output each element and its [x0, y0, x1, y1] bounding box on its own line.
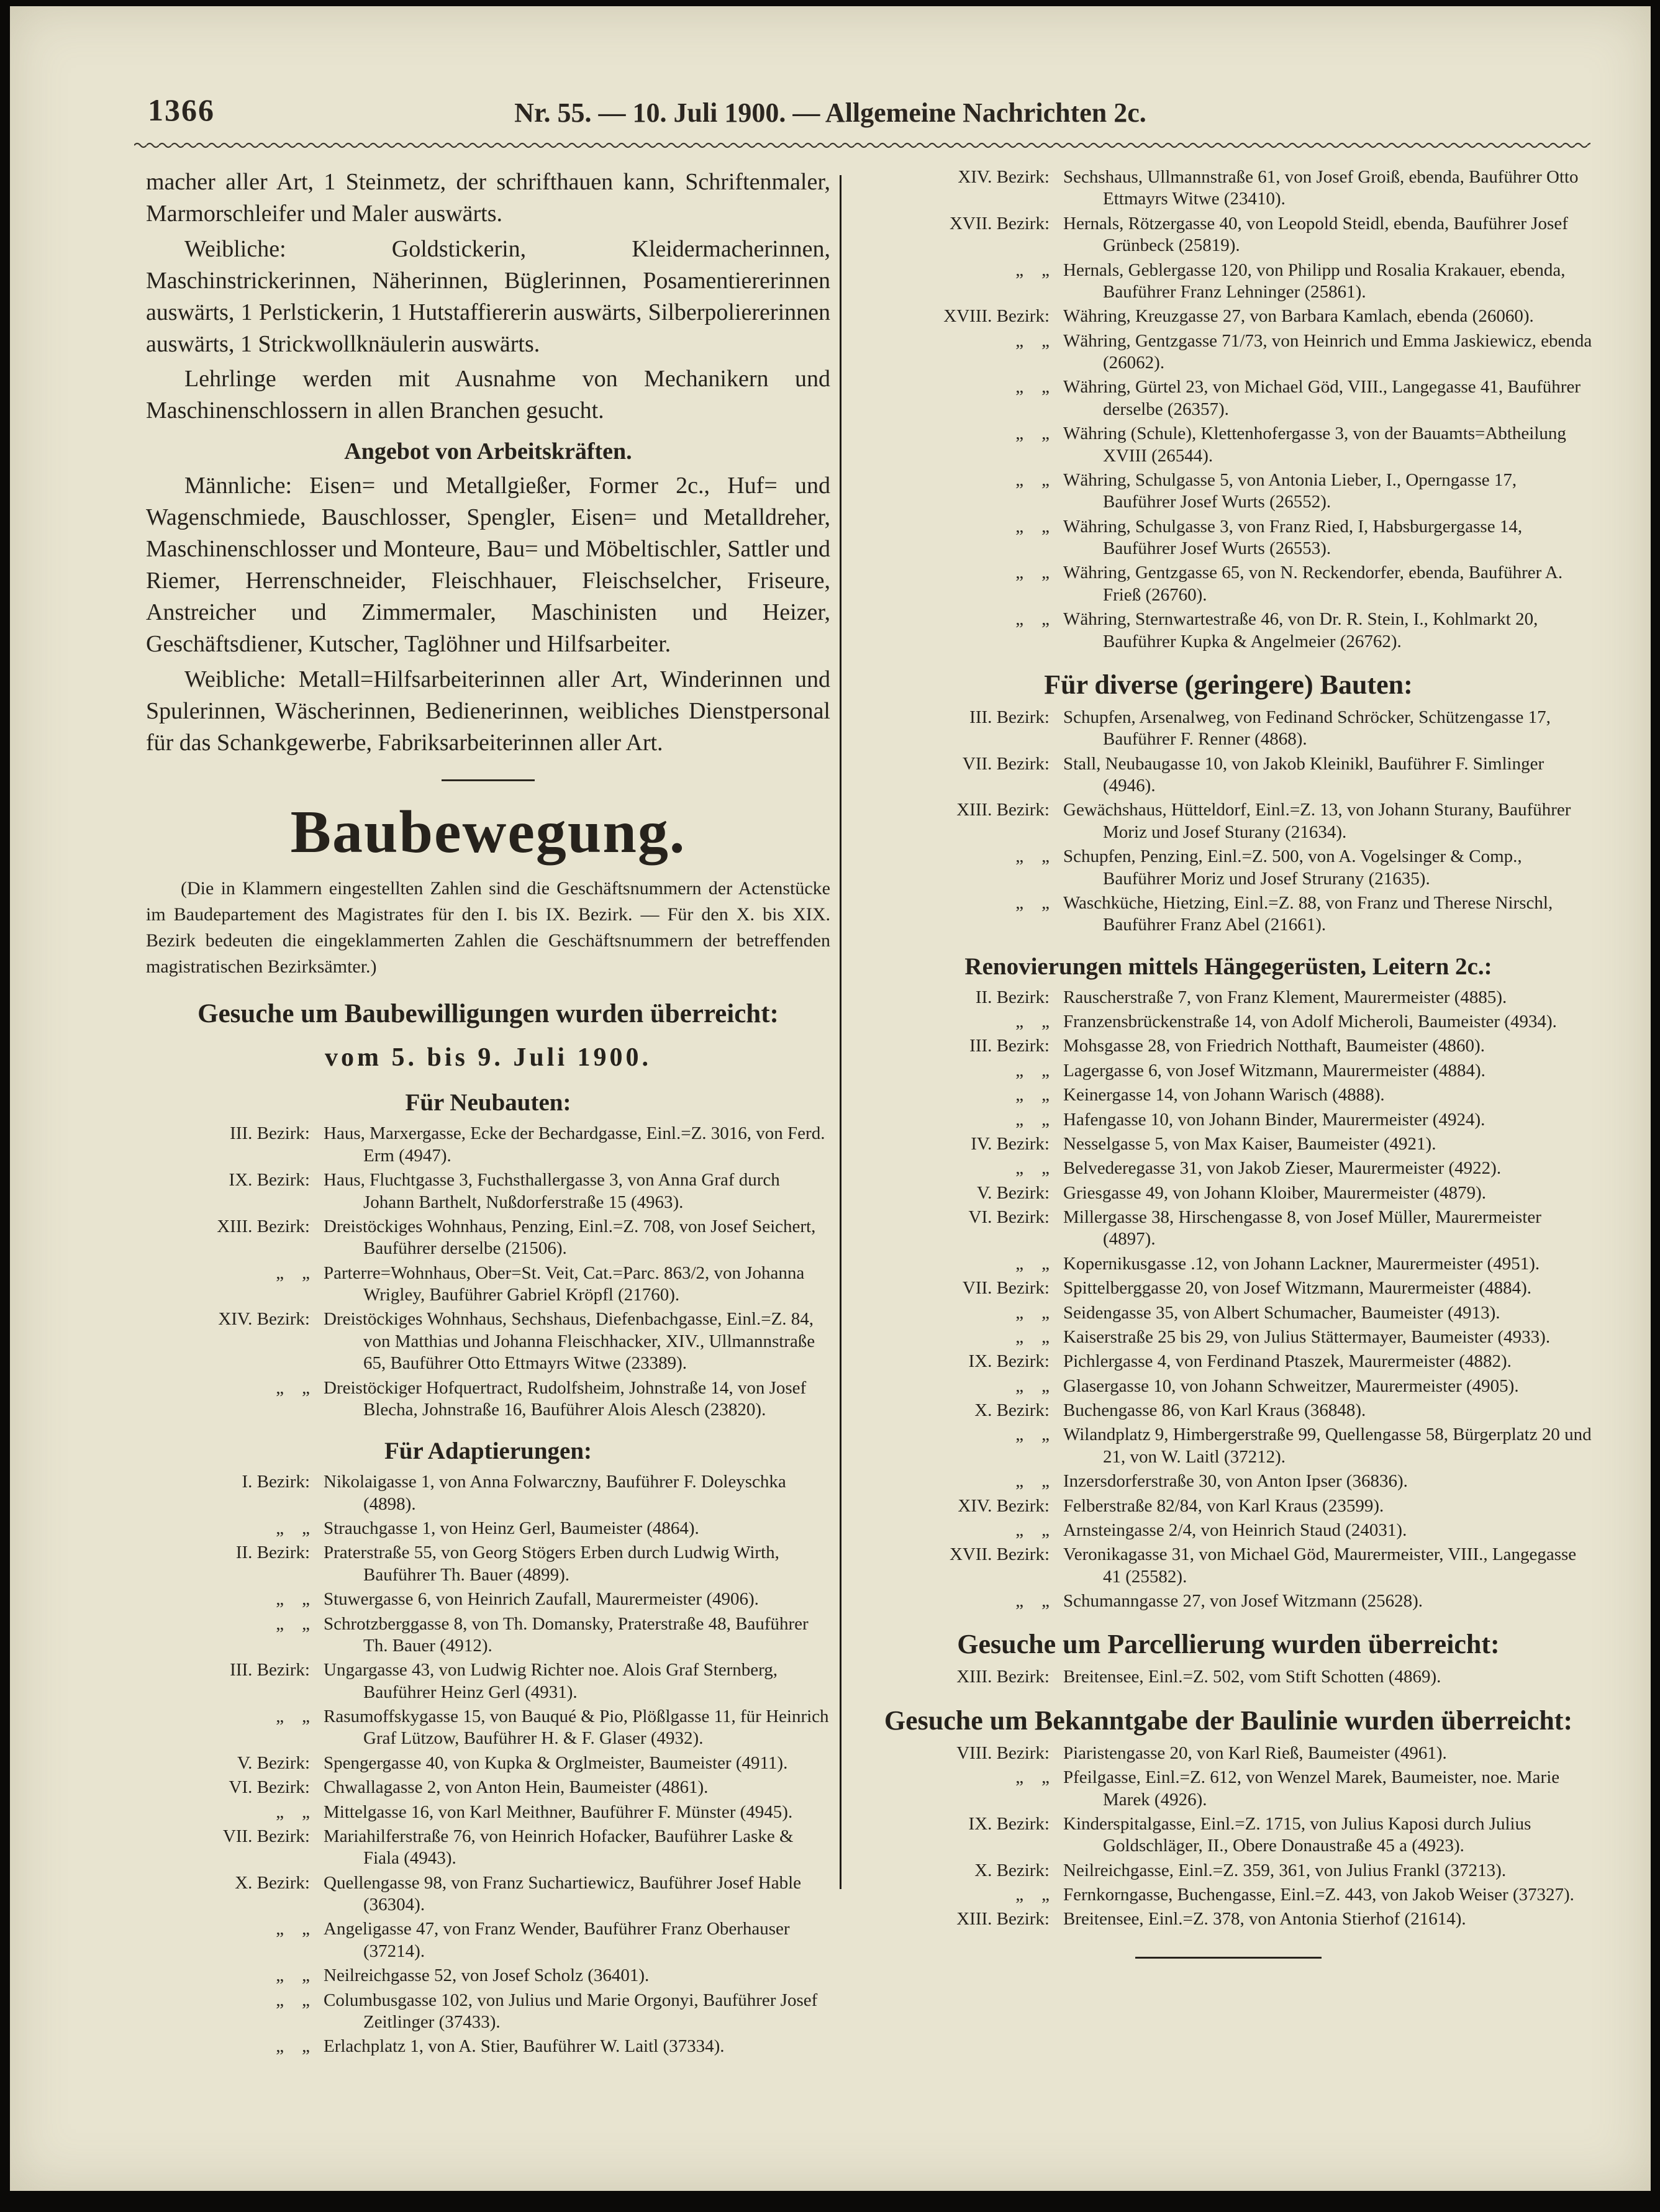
district-label: „ „	[276, 1802, 310, 1822]
entry-text: Mohsgasse 28, von Friedrich Notthaft, Baumeister (4860).	[1063, 1036, 1485, 1056]
entry-text: Kaiserstraße 25 bis 29, von Julius Stättermayer, Baumeister (4933).	[1063, 1326, 1551, 1347]
entry-row	[146, 1613, 830, 1657]
paragraph: Lehrlinge werden mit Ausnahme von Mechanikern und Maschinenschlossern in allen Branchen gesucht.	[146, 366, 830, 424]
entry-row	[863, 1767, 1594, 1811]
district-label: VIII. Bezirk:	[956, 1743, 1050, 1763]
district-label: „ „	[276, 1518, 310, 1539]
entry-row	[863, 1326, 1594, 1348]
section-heading-diverse-bauten: Für diverse (geringere) Bauten:	[1044, 669, 1413, 700]
entry-row	[146, 1777, 830, 1798]
entry-text: Inzersdorferstraße 30, von Anton Ipser (36836).	[1063, 1471, 1408, 1492]
entry-text: Wilandplatz 9, Himbergerstraße 99, Quellengasse 58, Bürgerplatz 20 und 21, von W. Laitl (37212).	[1063, 1425, 1592, 1467]
entry-text: Nesselgasse 5, von Max Kaiser, Baumeister (4921).	[1063, 1133, 1436, 1154]
entry-text: Griesgasse 49, von Johann Kloiber, Maurermeister (4879).	[1063, 1182, 1486, 1203]
section-heading-angebot: Angebot von Arbeitskräften.	[344, 438, 632, 465]
district-label: „ „	[276, 1919, 310, 1939]
entry-text: Dreistöckiges Wohnhaus, Penzing, Einl.=Z. 708, von Josef Seichert, Bauführer derselbe (21506).	[324, 1216, 816, 1259]
entry-text: Schupfen, Arsenalweg, von Fedinand Schröcker, Schützengasse 17, Bauführer F. Renner (4868).	[1063, 707, 1551, 750]
end-rule	[1135, 1957, 1322, 1959]
district-label: III. Bezirk:	[230, 1123, 310, 1144]
entry-row	[863, 306, 1594, 327]
entry-text: Spengergasse 40, von Kupka & Orglmeister, Baumeister (4911).	[324, 1752, 788, 1773]
entry-row	[863, 1860, 1594, 1882]
entry-text: Kopernikusgasse .12, von Johann Lackner, Maurermeister (4951).	[1063, 1253, 1540, 1274]
entry-list-adaptierungen	[146, 1471, 830, 2057]
district-label: VII. Bezirk:	[962, 753, 1050, 774]
district-label: IX. Bezirk:	[229, 1170, 310, 1190]
entry-text: Breitensee, Einl.=Z. 502, vom Stift Schotten (4869).	[1063, 1667, 1441, 1687]
entry-text: Hafengasse 10, von Johann Binder, Maurermeister (4924).	[1063, 1109, 1485, 1130]
entry-text: Hernals, Geblergasse 120, von Philipp und Rosalia Krakauer, ebenda, Bauführer Franz Lehninger (25861).	[1063, 260, 1566, 302]
district-label: „ „	[1015, 1085, 1050, 1105]
entry-text: Stuwergasse 6, von Heinrich Zaufall, Maurermeister (4906).	[324, 1589, 759, 1610]
page	[10, 6, 1651, 2191]
entry-text: Währing, Gürtel 23, von Michael Göd, VIII., Langegasse 41, Bauführer derselbe (26357).	[1063, 377, 1581, 419]
explanatory-note: (Die in Klammern eingestellten Zahlen sind die Geschäftsnummern der Actenstücke im Baudepartement des Magistrates für den I. bis IX. Bezirk. — Für den X. bis XIX. Bezirk bedeuten die eingeklammerten Zahlen die Geschäftsnummern der betreffenden magistratischen Bezirksämter.)	[146, 878, 830, 977]
page-number: 1366	[148, 93, 215, 127]
section-heading-baulinie: Gesuche um Bekanntgabe der Baulinie wurden überreicht:	[884, 1705, 1573, 1736]
entry-row	[146, 2036, 830, 2057]
district-label: XIV. Bezirk:	[958, 167, 1050, 187]
entry-row	[863, 260, 1594, 304]
district-label: III. Bezirk:	[969, 1036, 1050, 1056]
entry-row	[146, 1918, 830, 1962]
district-label: „ „	[1015, 1520, 1050, 1540]
entry-row	[146, 1308, 830, 1374]
entry-row	[863, 562, 1594, 606]
entry-text: Strauchgasse 1, von Heinz Gerl, Baumeister (4864).	[324, 1518, 699, 1539]
entry-text: Währing, Schulgasse 3, von Franz Ried, I, Habsburgergasse 14, Bauführer Josef Wurts (26553).	[1063, 516, 1523, 558]
district-label: VI. Bezirk:	[229, 1777, 310, 1798]
entry-row	[863, 469, 1594, 514]
district-label: XIV. Bezirk:	[958, 1495, 1050, 1516]
district-label: XIII. Bezirk:	[217, 1216, 310, 1236]
district-label: „ „	[1015, 260, 1050, 280]
entry-row	[146, 1471, 830, 1515]
paragraph: macher aller Art, 1 Steinmetz, der schrifthauen kann, Schriftenmaler, Marmorschleifer und Maler auswärts.	[146, 169, 830, 227]
entry-row	[146, 1752, 830, 1774]
district-label: „ „	[1015, 1425, 1050, 1445]
entry-text: Schumanngasse 27, von Josef Witzmann (25628).	[1063, 1591, 1423, 1611]
district-label: „ „	[276, 1990, 310, 2010]
entry-row	[863, 1908, 1594, 1930]
district-label: „ „	[1015, 1885, 1050, 1905]
entry-text: Arnsteingasse 2/4, von Heinrich Staud (24031).	[1063, 1520, 1407, 1540]
entry-row	[863, 1302, 1594, 1324]
entry-row	[863, 1471, 1594, 1492]
entry-list-parcellierung	[863, 1666, 1594, 1688]
entry-list-diverse-bauten	[863, 707, 1594, 936]
entry-text: Parterre=Wohnhaus, Ober=St. Veit, Cat.=Parc. 863/2, von Johanna Wrigley, Bauführer Gabriel Kröpfl (21760).	[324, 1262, 805, 1305]
district-label: „ „	[1015, 1471, 1050, 1492]
entry-row	[863, 1133, 1594, 1155]
district-label: XVII. Bezirk:	[949, 213, 1050, 233]
entry-text: Dreistöckiger Hofquertract, Rudolfsheim, Johnstraße 14, von Josef Blecha, Johnstraße 16, Bauführer Alois Alesch (23820).	[324, 1377, 807, 1420]
column-divider	[840, 175, 841, 1889]
entry-text: Sechshaus, Ullmannstraße 61, von Josef Groiß, ebenda, Bauführer Otto Ettmayrs Witwe (23410).	[1063, 167, 1579, 209]
district-label: IX. Bezirk:	[968, 1351, 1050, 1372]
district-label: „ „	[1015, 892, 1050, 913]
entry-text: Chwallagasse 2, von Anton Hein, Baumeister (4861).	[324, 1777, 709, 1798]
district-label: XIII. Bezirk:	[956, 1667, 1050, 1687]
district-label: V. Bezirk:	[976, 1182, 1050, 1203]
entry-row	[863, 799, 1594, 843]
district-label: „ „	[1015, 1060, 1050, 1081]
entry-row	[863, 1182, 1594, 1204]
entry-row	[863, 1207, 1594, 1251]
entry-text: Angeligasse 47, von Franz Wender, Bauführer Franz Oberhauser (37214).	[324, 1919, 790, 1961]
entry-text: Piaristengasse 20, von Karl Rieß, Baumeister (4961).	[1063, 1743, 1447, 1763]
entry-text: Währing, Kreuzgasse 27, von Barbara Kamlach, ebenda (26060).	[1063, 306, 1534, 327]
district-label: „ „	[1015, 609, 1050, 630]
entry-text: Seidengasse 35, von Albert Schumacher, Baumeister (4913).	[1063, 1302, 1500, 1323]
entry-row	[863, 330, 1594, 374]
entry-row	[863, 707, 1594, 751]
district-label: VII. Bezirk:	[962, 1278, 1050, 1299]
district-label: XIII. Bezirk:	[956, 800, 1050, 820]
entry-row	[146, 1518, 830, 1539]
entry-text: Spittelberggasse 20, von Josef Witzmann, Maurermeister (4884).	[1063, 1278, 1532, 1299]
baubewegung-title: Baubewegung.	[290, 799, 686, 866]
entry-text: Rasumoffskygasse 15, von Bauqué & Pio, Plößlgasse 11, für Heinrich Graf Lützow, Bauführer H. & F. Glaser (4932).	[324, 1707, 829, 1749]
district-label: X. Bezirk:	[974, 1400, 1050, 1420]
entry-text: Schupfen, Penzing, Einl.=Z. 500, von A. Vogelsinger & Comp., Bauführer Moriz und Josef Strurany (21635).	[1063, 846, 1522, 889]
entry-row	[863, 423, 1594, 467]
entry-row	[146, 1872, 830, 1916]
entry-row	[863, 1495, 1594, 1517]
entry-list-baulinie	[863, 1743, 1594, 1931]
right-column	[863, 166, 1594, 1959]
district-label: „ „	[1015, 469, 1050, 490]
district-label: VI. Bezirk:	[968, 1207, 1050, 1227]
entry-row	[146, 1659, 830, 1703]
entry-text: Mariahilferstraße 76, von Heinrich Hofacker, Bauführer Laske & Fiala (4943).	[324, 1826, 794, 1869]
district-label: „ „	[1015, 1253, 1050, 1274]
paragraph: Weibliche: Goldstickerin, Kleidermacherinnen, Maschinstrickerinnen, Näherinnen, Büglerinnen, Posamentiererinnen auswärts, 1 Perlstickerin, 1 Hutstaffiererin auswärts, Silberpoliererinnen auswärts, 1 Strickwollknäulerin auswärts.	[146, 235, 830, 357]
paragraph: Männliche: Eisen= und Metallgießer, Former 2c., Huf= und Wagenschmiede, Bauschlosser, Spengler, Eisen= und Metalldreher, Maschinenschlosser und Monteure, Bau= und Möbeltischler, Sattler und Riemer, Herrenschneider, Fleischhauer, Fleischselcher, Friseure, Anstreicher und Zimmermaler, Maschinisten und Heizer, Geschäftsdiener, Kutscher, Taglöhner und Hilfsarbeiter.	[146, 473, 830, 657]
entry-row	[863, 1520, 1594, 1541]
entry-text: Keinergasse 14, von Johann Warisch (4888).	[1063, 1085, 1385, 1105]
entry-text: Buchengasse 86, von Karl Kraus (36848).	[1063, 1400, 1366, 1420]
entry-text: Felberstraße 82/84, von Karl Kraus (23599).	[1063, 1495, 1384, 1516]
district-label: „ „	[1015, 424, 1050, 444]
district-label: „ „	[1015, 846, 1050, 867]
district-label: „ „	[1015, 516, 1050, 537]
entry-text: Lagergasse 6, von Josef Witzmann, Maurermeister (4884).	[1063, 1060, 1485, 1081]
entry-text: Waschküche, Hietzing, Einl.=Z. 88, von Franz und Therese Nirschl, Bauführer Franz Abel (21661).	[1063, 892, 1553, 935]
entry-list-neubauten	[146, 1123, 830, 1421]
entry-text: Stall, Neubaugasse 10, von Jakob Kleinikl, Bauführer F. Simlinger (4946).	[1063, 753, 1544, 796]
subheading-baubewilligungen: Gesuche um Baubewilligungen wurden überreicht:	[197, 999, 779, 1029]
district-label: „ „	[1015, 1591, 1050, 1611]
district-label: „ „	[276, 1613, 310, 1634]
district-label: II. Bezirk:	[235, 1543, 310, 1563]
entry-text: Breitensee, Einl.=Z. 378, von Antonia Stierhof (21614).	[1063, 1909, 1466, 1929]
entry-text: Nikolaigasse 1, von Anna Folwarczny, Bauführer F. Doleyschka (4898).	[324, 1472, 786, 1514]
entry-row	[863, 1253, 1594, 1275]
entry-row	[863, 1424, 1594, 1468]
district-label: „ „	[1015, 1012, 1050, 1031]
district-label: „ „	[276, 2036, 310, 2057]
district-label: „ „	[1015, 1109, 1050, 1130]
entry-text: Millergasse 38, Hirschengasse 8, von Josef Müller, Maurermeister (4897).	[1063, 1207, 1541, 1249]
entry-row	[146, 1802, 830, 1823]
entry-row	[863, 1035, 1594, 1057]
district-label: „ „	[1015, 563, 1050, 583]
entry-text: Kinderspitalgasse, Einl.=Z. 1715, von Julius Kaposi durch Julius Goldschläger, II., Obere Donaustraße 45 a (4923).	[1063, 1813, 1531, 1856]
district-label: X. Bezirk:	[235, 1872, 310, 1893]
district-label: „ „	[276, 1589, 310, 1610]
entry-text: Währing, Gentzgasse 65, von N. Reckendorfer, ebenda, Bauführer A. Frieß (26760).	[1063, 563, 1563, 605]
district-label: „ „	[1015, 330, 1050, 351]
entry-row	[146, 1990, 830, 2034]
section-heading-renovierungen: Renovierungen mittels Hängegerüsten, Leitern 2c.:	[964, 953, 1492, 980]
entry-row	[863, 1011, 1594, 1033]
entry-row	[863, 1590, 1594, 1612]
district-label: XVII. Bezirk:	[949, 1544, 1050, 1565]
district-label: IV. Bezirk:	[971, 1133, 1050, 1154]
entry-text: Hernals, Rötzergasse 40, von Leopold Steidl, ebenda, Bauführer Josef Grünbeck (25819).	[1063, 213, 1568, 256]
entry-text: Franzensbrückenstraße 14, von Adolf Micheroli, Baumeister (4934).	[1063, 1012, 1557, 1031]
district-label: III. Bezirk:	[969, 707, 1050, 727]
entry-row	[863, 1277, 1594, 1299]
district-label: X. Bezirk:	[974, 1860, 1050, 1880]
section-heading-adaptierungen: Für Adaptierungen:	[384, 1438, 592, 1465]
entry-row	[863, 166, 1594, 211]
entry-row	[863, 1743, 1594, 1764]
entry-text: Ungargasse 43, von Ludwig Richter noe. Alois Graf Sternberg, Bauführer Heinz Gerl (4931).	[324, 1660, 778, 1702]
entry-text: Columbusgasse 102, von Julius und Marie Orgonyi, Bauführer Josef Zeitlinger (37433).	[324, 1990, 818, 2032]
district-label: II. Bezirk:	[975, 987, 1050, 1007]
entry-row	[863, 987, 1594, 1009]
entry-list-renovierungen	[863, 987, 1594, 1613]
entry-row	[863, 1084, 1594, 1106]
entry-row	[863, 1400, 1594, 1421]
entry-text: Neilreichgasse, Einl.=Z. 359, 361, von Julius Frankl (37213).	[1063, 1860, 1507, 1880]
entry-row	[146, 1826, 830, 1870]
entry-row	[863, 1666, 1594, 1688]
entry-row	[863, 516, 1594, 560]
district-label: XIII. Bezirk:	[956, 1909, 1050, 1929]
entry-row	[863, 1544, 1594, 1588]
entry-row	[146, 1216, 830, 1260]
entry-text: Dreistöckiges Wohnhaus, Sechshaus, Diefenbachgasse, Einl.=Z. 84, von Matthias und Johanna Fleischhacker, XIV., Ullmannstraße 65, Bauführer Otto Ettmayrs Witwe (23389).	[324, 1309, 815, 1374]
entry-text: Erlachplatz 1, von A. Stier, Bauführer W. Laitl (37334).	[324, 2036, 725, 2057]
district-label: V. Bezirk:	[237, 1752, 310, 1773]
date-line: vom 5. bis 9. Juli 1900.	[324, 1043, 652, 1072]
entry-text: Pfeilgasse, Einl.=Z. 612, von Wenzel Marek, Baumeister, noe. Marie Marek (4926).	[1063, 1767, 1560, 1810]
entry-text: Gewächshaus, Hütteldorf, Einl.=Z. 13, von Johann Sturany, Bauführer Moriz und Josef Sturany (21634).	[1063, 800, 1571, 842]
district-label: „ „	[1015, 1302, 1050, 1323]
entry-row	[146, 1377, 830, 1421]
entry-row	[146, 1589, 830, 1610]
district-label: „ „	[276, 1965, 310, 1986]
left-column	[146, 166, 830, 2060]
entry-row	[146, 1169, 830, 1213]
entry-text: Währing, Gentzgasse 71/73, von Heinrich und Emma Jaskiewicz, ebenda (26062).	[1063, 330, 1592, 373]
entry-text: Quellengasse 98, von Franz Suchartiewicz, Bauführer Josef Hable (36304).	[324, 1872, 802, 1915]
entry-text: Rauscherstraße 7, von Franz Klement, Maurermeister (4885).	[1063, 987, 1507, 1007]
entry-row	[863, 1351, 1594, 1372]
entry-text: Schrotzberggasse 8, von Th. Domansky, Praterstraße 48, Bauführer Th. Bauer (4912).	[324, 1613, 809, 1656]
entry-row	[863, 1884, 1594, 1906]
entry-text: Glasergasse 10, von Johann Schweitzer, Maurermeister (4905).	[1063, 1376, 1519, 1396]
entry-row	[146, 1123, 830, 1167]
entry-row	[146, 1262, 830, 1307]
entry-text: Mittelgasse 16, von Karl Meithner, Bauführer F. Münster (4945).	[324, 1802, 793, 1822]
paragraph: Weibliche: Metall=Hilfsarbeiterinnen aller Art, Winderinnen und Spulerinnen, Wäscherinnen, Bedienerinnen, weibliches Dienstpersonal für das Schankgewerbe, Fabriksarbeiterinnen aller Art.	[146, 666, 830, 756]
district-label: I. Bezirk:	[242, 1472, 310, 1492]
entry-row	[146, 1706, 830, 1750]
entry-list-baubewilligungen-continued	[863, 166, 1594, 653]
entry-row	[863, 376, 1594, 420]
entry-row	[863, 1109, 1594, 1131]
district-label: „ „	[276, 1262, 310, 1283]
district-label: „ „	[1015, 1376, 1050, 1396]
entry-row	[863, 892, 1594, 936]
wavy-rule	[134, 139, 1590, 149]
entry-text: Neilreichgasse 52, von Josef Scholz (36401).	[324, 1965, 650, 1986]
entry-text: Währing, Sternwartestraße 46, von Dr. R. Stein, I., Kohlmarkt 20, Bauführer Kupka & Angelmeier (26762).	[1063, 609, 1538, 651]
entry-text: Haus, Fluchtgasse 3, Fuchsthallergasse 3, von Anna Graf durch Johann Barthelt, Nußdorferstraße 15 (4963).	[324, 1170, 780, 1212]
section-end-rule	[442, 779, 535, 781]
entry-row	[146, 1542, 830, 1586]
entry-row	[863, 846, 1594, 890]
entry-text: Praterstraße 55, von Georg Stögers Erben durch Ludwig Wirth, Bauführer Th. Bauer (4899).	[324, 1543, 779, 1585]
entry-row	[863, 609, 1594, 653]
district-label: „ „	[1015, 1326, 1050, 1347]
page-title: Nr. 55. — 10. Juli 1900. — Allgemeine Nachrichten 2c.	[514, 97, 1146, 128]
entry-text: Währing, Schulgasse 5, von Antonia Lieber, I., Operngasse 17, Bauführer Josef Wurts (26552).	[1063, 469, 1517, 512]
district-label: „ „	[1015, 1767, 1050, 1788]
district-label: „ „	[1015, 377, 1050, 397]
district-label: XIV. Bezirk:	[218, 1309, 310, 1330]
entry-row	[863, 1376, 1594, 1397]
entry-text: Fernkorngasse, Buchengasse, Einl.=Z. 443, von Jakob Weiser (37327).	[1063, 1885, 1574, 1905]
entry-row	[146, 1965, 830, 1987]
entry-row	[863, 1813, 1594, 1857]
district-label: „ „	[1015, 1158, 1050, 1179]
entry-row	[863, 1158, 1594, 1179]
district-label: VII. Bezirk:	[222, 1826, 310, 1846]
entry-row	[863, 1060, 1594, 1082]
district-label: IX. Bezirk:	[968, 1813, 1050, 1834]
district-label: „ „	[276, 1377, 310, 1398]
entry-text: Pichlergasse 4, von Ferdinand Ptaszek, Maurermeister (4882).	[1063, 1351, 1512, 1372]
section-heading-neubauten: Für Neubauten:	[405, 1089, 571, 1117]
entry-text: Haus, Marxergasse, Ecke der Bechardgasse, Einl.=Z. 3016, von Ferd. Erm (4947).	[324, 1123, 825, 1166]
district-label: III. Bezirk:	[230, 1660, 310, 1680]
section-heading-parcellierung: Gesuche um Parcellierung wurden überreicht:	[957, 1629, 1500, 1660]
entry-row	[863, 753, 1594, 797]
entry-text: Belvederegasse 31, von Jakob Zieser, Maurermeister (4922).	[1063, 1158, 1502, 1179]
district-label: „ „	[276, 1707, 310, 1727]
entry-text: Währing (Schule), Klettenhofergasse 3, von der Bauamts=Abtheilung XVIII (26544).	[1063, 424, 1566, 466]
entry-text: Veronikagasse 31, von Michael Göd, Maurermeister, VIII., Langegasse 41 (25582).	[1063, 1544, 1577, 1587]
entry-row	[863, 213, 1594, 257]
district-label: XVIII. Bezirk:	[943, 306, 1050, 327]
